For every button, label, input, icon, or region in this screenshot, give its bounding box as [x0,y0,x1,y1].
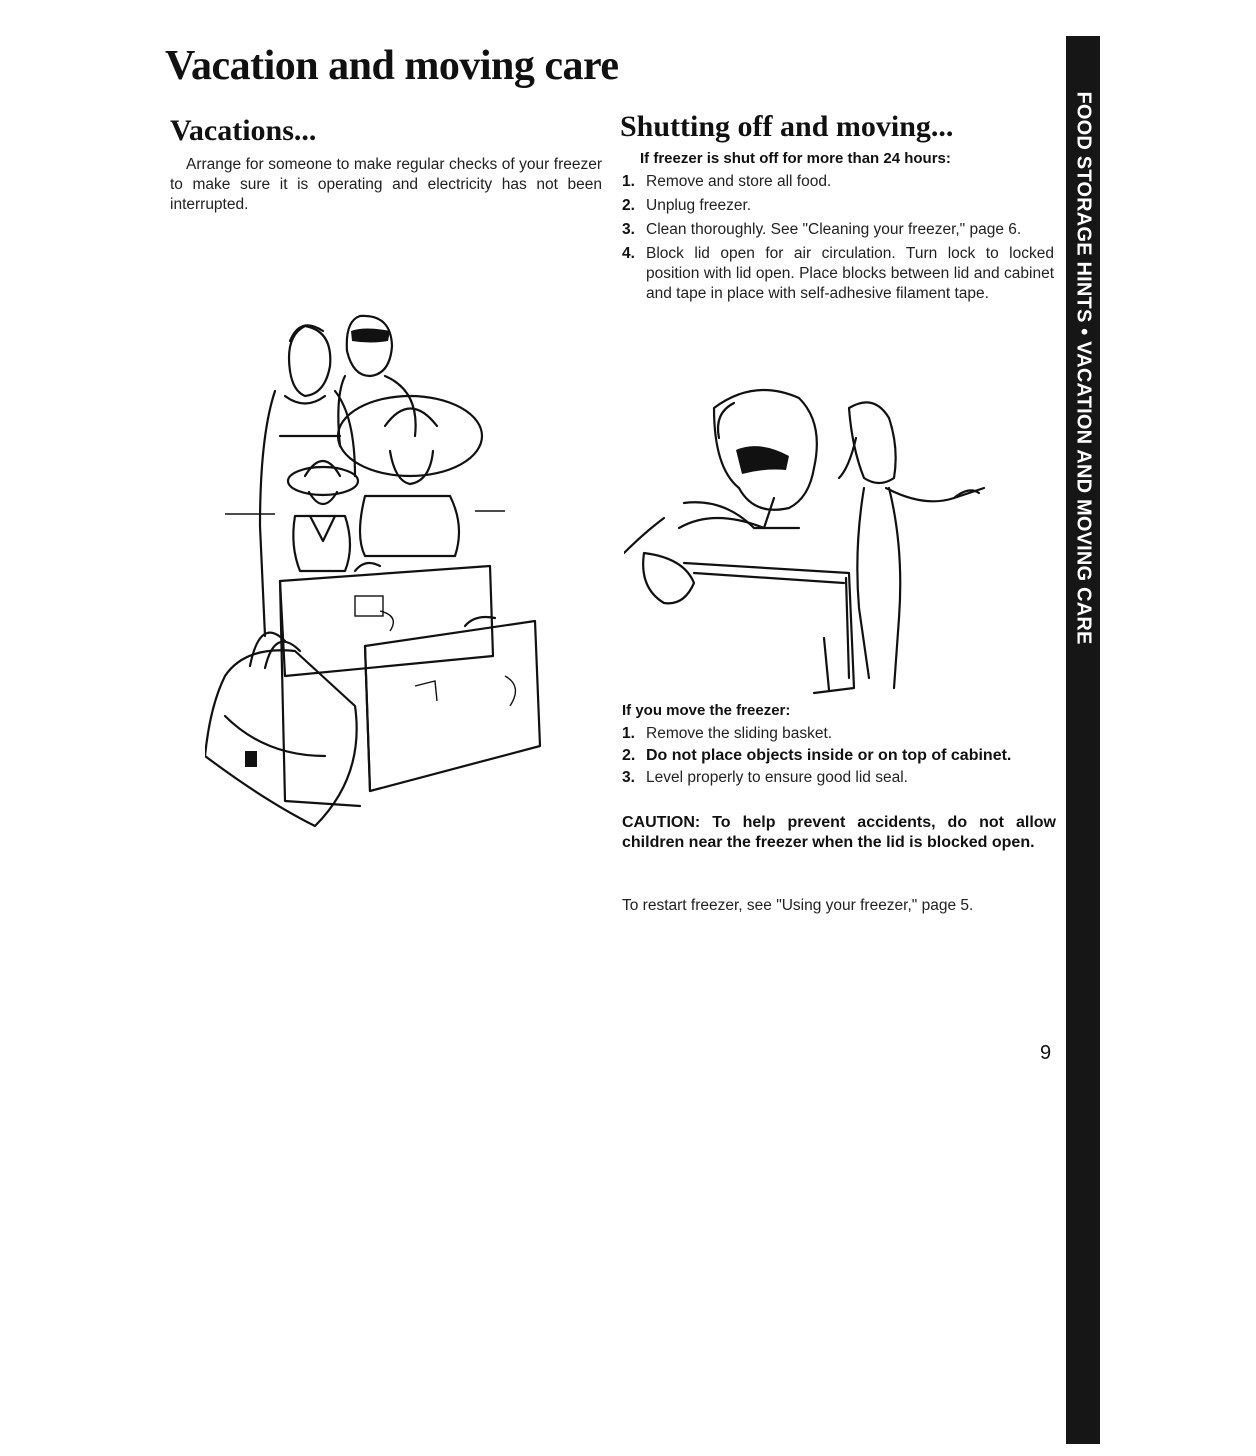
list-item: 2. Do not place objects inside or on top of cabinet. [622,747,1012,764]
vacations-heading: Vacations... [170,114,317,147]
vacations-text: Arrange for someone to make regular checks of your freezer to make sure it is operating and electricity has not been interrupted. [170,156,602,213]
list-item: 1. Remove and store all food. [622,173,832,190]
list-item: 1. Remove the sliding basket. [622,725,833,742]
family-luggage-illustration [205,296,545,831]
list-item: 3. Level properly to ensure good lid seal. [622,769,908,786]
move-steps-list [622,724,1056,792]
shutoff-lead: If freezer is shut off for more than 24 hours: [640,150,951,167]
moving-freezer-illustration [624,378,994,698]
moving-heading: Shutting off and moving... [620,110,954,143]
list-item: 3. Clean thoroughly. See "Cleaning your freezer," page 6. [622,221,1022,238]
page-title: Vacation and moving care [165,43,619,89]
move-lead: If you move the freezer: [622,702,791,719]
shutoff-steps-list [622,172,1054,308]
page-number: 9 [1040,1042,1052,1064]
caution-text: CAUTION: To help prevent accidents, do not allow children near the freezer when the lid is blocked open. [622,814,1056,851]
restart-note: To restart freezer, see "Using your freezer," page 5. [622,897,974,914]
list-item: 2. Unplug freezer. [622,197,752,214]
sidebar-label: FOOD STORAGE HINTS • VACATION AND MOVING CARE [1072,91,1095,645]
list-item: 4. Block lid open for air circulation. Turn lock to locked position with lid open. Place blocks between lid and cabinet and tape in place with self-adhesive filament tape. [622,245,1054,302]
